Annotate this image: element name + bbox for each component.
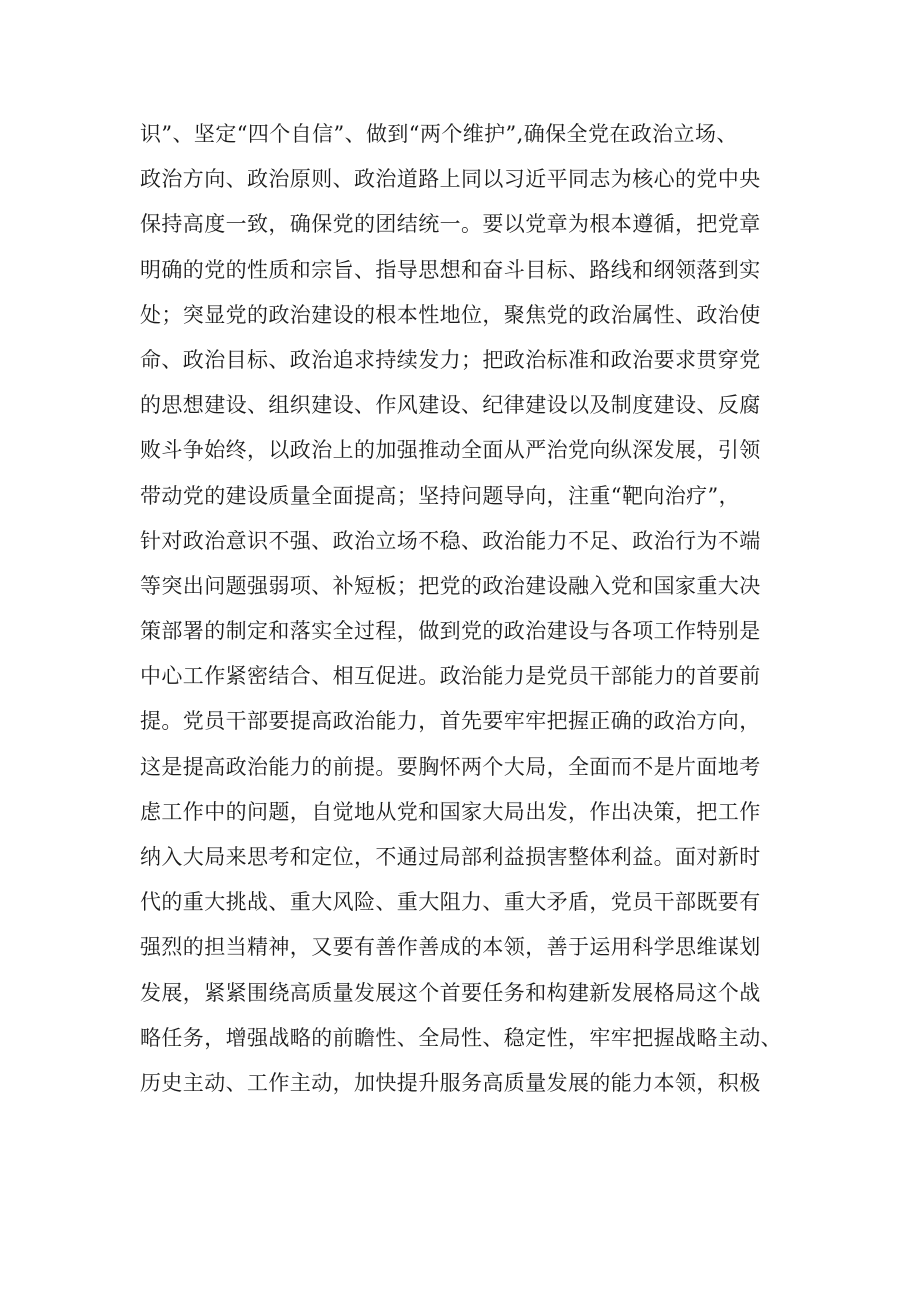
text-line: 的思想建设、组织建设、作风建设、纪律建设以及制度建设、反腐 bbox=[140, 393, 761, 418]
text-line: 虑工作中的问题，自觉地从党和国家大局出发，作出决策，把工作 bbox=[140, 799, 761, 824]
text-line: 中心工作紧密结合、相互促进。政治能力是党员干部能力的首要前 bbox=[140, 664, 761, 689]
text-line: 败斗争始终，以政治上的加强推动全面从严治党向纵深发展，引领 bbox=[140, 438, 761, 463]
text-line: 明确的党的性质和宗旨、指导思想和奋斗目标、路线和纲领落到实 bbox=[140, 257, 761, 282]
text-line: 纳入大局来思考和定位，不通过局部利益损害整体利益。面对新时 bbox=[140, 845, 761, 869]
text-line: 识”、坚定“四个自信”、做到“两个维护”,确保全党在政治立场、 bbox=[140, 122, 738, 146]
text-line: 处；突显党的政治建设的根本性地位，聚焦党的政治属性、政治使 bbox=[140, 302, 761, 327]
text-line: 保持高度一致，确保党的团结统一。要以党章为根本遵循，把党章 bbox=[140, 212, 761, 237]
text-line: 提。党员干部要提高政治能力，首先要牢牢把握正确的政治方向， bbox=[140, 709, 761, 734]
text-line: 针对政治意识不强、政治立场不稳、政治能力不足、政治行为不端 bbox=[140, 528, 761, 553]
text-line: 策部署的制定和落实全过程，做到党的政治建设与各项工作特别是 bbox=[140, 619, 761, 644]
text-line: 带动党的建设质量全面提高；坚持问题导向，注重“靶向治疗”， bbox=[140, 483, 741, 508]
text-line: 强烈的担当精神，又要有善作善成的本领，善于运用科学思维谋划 bbox=[140, 935, 761, 960]
text-line: 政治方向、政治原则、政治道路上同以习近平同志为核心的党中央 bbox=[140, 167, 761, 192]
text-line: 略任务，增强战略的前瞻性、全局性、稳定性，牢牢把握战略主动、 bbox=[140, 1025, 782, 1050]
text-line: 等突出问题强弱项、补短板；把党的政治建设融入党和国家重大决 bbox=[140, 573, 761, 598]
text-line: 历史主动、工作主动，加快提升服务高质量发展的能力本领，积极 bbox=[140, 1070, 761, 1095]
text-line: 代的重大挑战、重大风险、重大阻力、重大矛盾，党员干部既要有 bbox=[140, 890, 761, 915]
text-line: 这是提高政治能力的前提。要胸怀两个大局，全面而不是片面地考 bbox=[140, 754, 761, 779]
text-line: 发展，紧紧围绕高质量发展这个首要任务和构建新发展格局这个战 bbox=[140, 980, 761, 1005]
body-text bbox=[140, 112, 800, 1106]
text-line: 命、政治目标、政治追求持续发力；把政治标准和政治要求贯穿党 bbox=[140, 347, 761, 372]
